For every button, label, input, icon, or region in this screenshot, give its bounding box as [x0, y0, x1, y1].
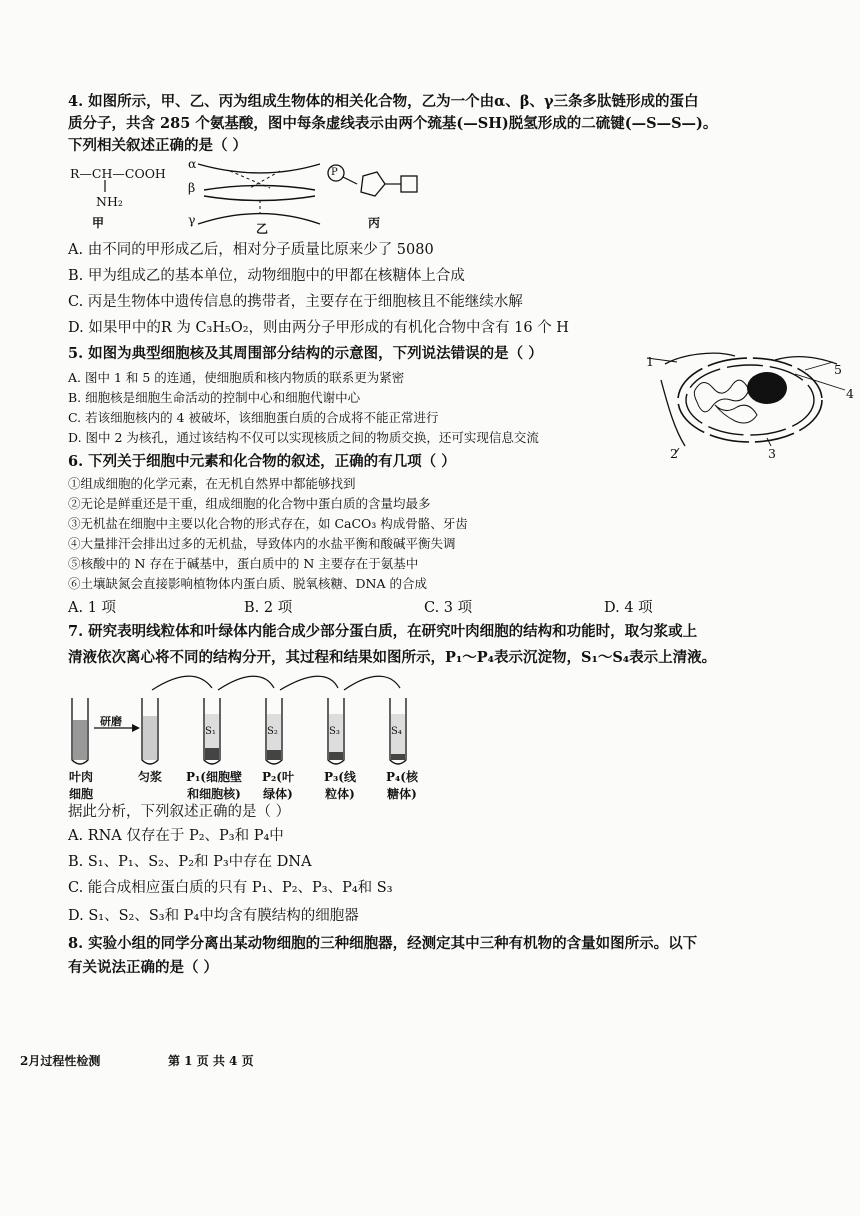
q4-fig-jia-formula: R—CH—COOH [70, 166, 166, 181]
q5-fig-label-3: 3 [768, 446, 776, 461]
q7-label-tube4-l1: P₂(叶 [262, 770, 294, 784]
q5-option-a: A. 图中 1 和 5 的连通，使细胞质和核内物质的联系更为紧密 [68, 370, 405, 385]
q5-option-b: B. 细胞核是细胞生命活动的控制中心和细胞代谢中心 [68, 390, 361, 405]
q4-stem-line2: 质分子，共含 285 个氨基酸，图中每条虚线表示由两个巯基(—SH)脱氢形成的二硫键(—S—S—)。 [68, 115, 718, 132]
q4-fig-yi-alpha: α [188, 156, 197, 171]
q5-stem: 5. 如图为典型细胞核及其周围部分结构的示意图，下列说法错误的是（ ） [68, 345, 543, 362]
q7-label-tube3-l2: 和细胞核) [187, 787, 241, 801]
q7-option-d: D. S₁、S₂、S₃和 P₄中均含有膜结构的细胞器 [68, 908, 359, 924]
q6-choice-c: C. 3 项 [424, 600, 473, 616]
footer-exam-name: 2月过程性检测 [20, 1054, 101, 1068]
q4-label-jia: 甲 [92, 216, 105, 230]
q7-fig-s4: S₄ [391, 726, 402, 737]
q7-option-b: B. S₁、P₁、S₂、P₂和 P₃中存在 DNA [68, 854, 312, 870]
q4-option-d: D. 如果甲中的R 为 C₃H₅O₂，则由两分子甲形成的有机化合物中含有 16 个 H [68, 320, 569, 336]
q6-statement-2: ②无论是鲜重还是干重，组成细胞的化合物中蛋白质的含量均最多 [68, 496, 431, 511]
q6-statement-1: ①组成细胞的化学元素，在无机自然界中都能够找到 [68, 476, 356, 491]
q7-label-tube5 [318, 768, 362, 802]
q7-fig-s3: S₃ [329, 726, 340, 737]
q4-option-c: C. 丙是生物体中遗传信息的携带者，主要存在于细胞核且不能继续水解 [68, 294, 523, 310]
q7-label-tube5-l1: P₃(线 [324, 770, 356, 784]
q5-option-d: D. 图中 2 为核孔，通过该结构不仅可以实现核质之间的物质交换，还可实现信息交流 [68, 430, 539, 445]
q4-option-b: B. 甲为组成乙的基本单位，动物细胞中的甲都在核糖体上合成 [68, 268, 465, 284]
q7-label-tube6-l2: 糖体) [387, 787, 417, 801]
q4-label-bing: 丙 [368, 216, 381, 230]
q7-label-tube4-l2: 绿体) [263, 787, 293, 801]
q7-label-tube5-l2: 粒体) [325, 787, 355, 801]
q4-stem-line1: 4. 如图所示，甲、乙、丙为组成生物体的相关化合物，乙为一个由α、β、γ三条多肽链形成的蛋白 [68, 93, 699, 110]
q6-choice-b: B. 2 项 [244, 600, 293, 616]
q7-label-tube3-l1: P₁(细胞壁 [186, 770, 242, 784]
q4-label-yi: 乙 [256, 222, 269, 236]
q7-label-tube6-l1: P₄(核 [386, 770, 418, 784]
q4-fig-yi-beta: β [188, 180, 196, 195]
q7-label-tube2-l1: 匀浆 [137, 770, 162, 784]
q6-statement-5: ⑤核酸中的 N 存在于碱基中，蛋白质中的 N 主要存在于氨基中 [68, 556, 419, 571]
q7-option-a: A. RNA 仅存在于 P₂、P₃和 P₄中 [68, 828, 284, 844]
q4-stem-line3: 下列相关叙述正确的是（ ） [68, 137, 248, 154]
q8-stem-line1: 8. 实验小组的同学分离出某动物细胞的三种细胞器，经测定其中三种有机物的含量如图所示。以下 [68, 935, 698, 952]
q7-stem-line1: 7. 研究表明线粒体和叶绿体内能合成少部分蛋白质，在研究叶肉细胞的结构和功能时，取匀浆或上 [68, 623, 698, 640]
q6-choice-a: A. 1 项 [68, 600, 117, 616]
q7-label-tube1-l2: 细胞 [68, 787, 93, 801]
q7-label-tube1 [66, 768, 96, 802]
q6-statement-3: ③无机盐在细胞中主要以化合物的形式存在，如 CaCO₃ 构成骨骼、牙齿 [68, 516, 468, 531]
q5-fig-label-4: 4 [846, 386, 854, 401]
q4-fig-yi-gamma: γ [188, 212, 196, 227]
q4-fig-yi-protein [190, 158, 330, 228]
q7-stem-line2: 清液依次离心将不同的结构分开，其过程和结果如图所示，P₁～P₄表示沉淀物，S₁～S₄表示上清液。 [68, 649, 717, 666]
q8-stem-line2: 有关说法正确的是（ ） [68, 959, 219, 976]
q7-label-tube3 [176, 768, 252, 802]
q7-fig-grind-label: 研磨 [100, 715, 122, 728]
q6-statement-6: ⑥土壤缺氮会直接影响植物体内蛋白质、脱氧核糖、DNA 的合成 [68, 576, 427, 591]
q7-label-tube2 [132, 768, 168, 785]
q7-fig-s2: S₂ [267, 726, 278, 737]
q7-label-tube1-l1: 叶肉 [68, 770, 93, 784]
q4-fig-bing-nucleotide [325, 162, 435, 202]
q5-fig-label-2: 2 [670, 446, 678, 461]
q7-fig-tubes [70, 670, 450, 770]
q4-fig-jia-nh2: NH₂ [96, 194, 123, 209]
q5-fig-label-5: 5 [834, 362, 842, 377]
q6-stem: 6. 下列关于细胞中元素和化合物的叙述，正确的有几项（ ） [68, 453, 456, 470]
q4-fig-bing-p: P [331, 167, 338, 178]
q4-option-a: A. 由不同的甲形成乙后，相对分子质量比原来少了 5080 [68, 242, 434, 258]
q7-question: 据此分析，下列叙述正确的是（ ） [68, 804, 291, 820]
q7-label-tube6 [380, 768, 424, 802]
q7-label-tube4 [256, 768, 300, 802]
q5-fig-nucleus [655, 350, 845, 460]
footer-page-number: 第 1 页 共 4 页 [168, 1054, 254, 1068]
q5-fig-label-1: 1 [646, 354, 654, 369]
q7-option-c: C. 能合成相应蛋白质的只有 P₁、P₂、P₃、P₄和 S₃ [68, 880, 393, 896]
q5-option-c: C. 若该细胞核内的 4 被破坏，该细胞蛋白质的合成将不能正常进行 [68, 410, 439, 425]
q7-fig-s1: S₁ [205, 726, 216, 737]
q6-choice-d: D. 4 项 [604, 600, 653, 616]
q6-statement-4: ④大量排汗会排出过多的无机盐，导致体内的水盐平衡和酸碱平衡失调 [68, 536, 456, 551]
